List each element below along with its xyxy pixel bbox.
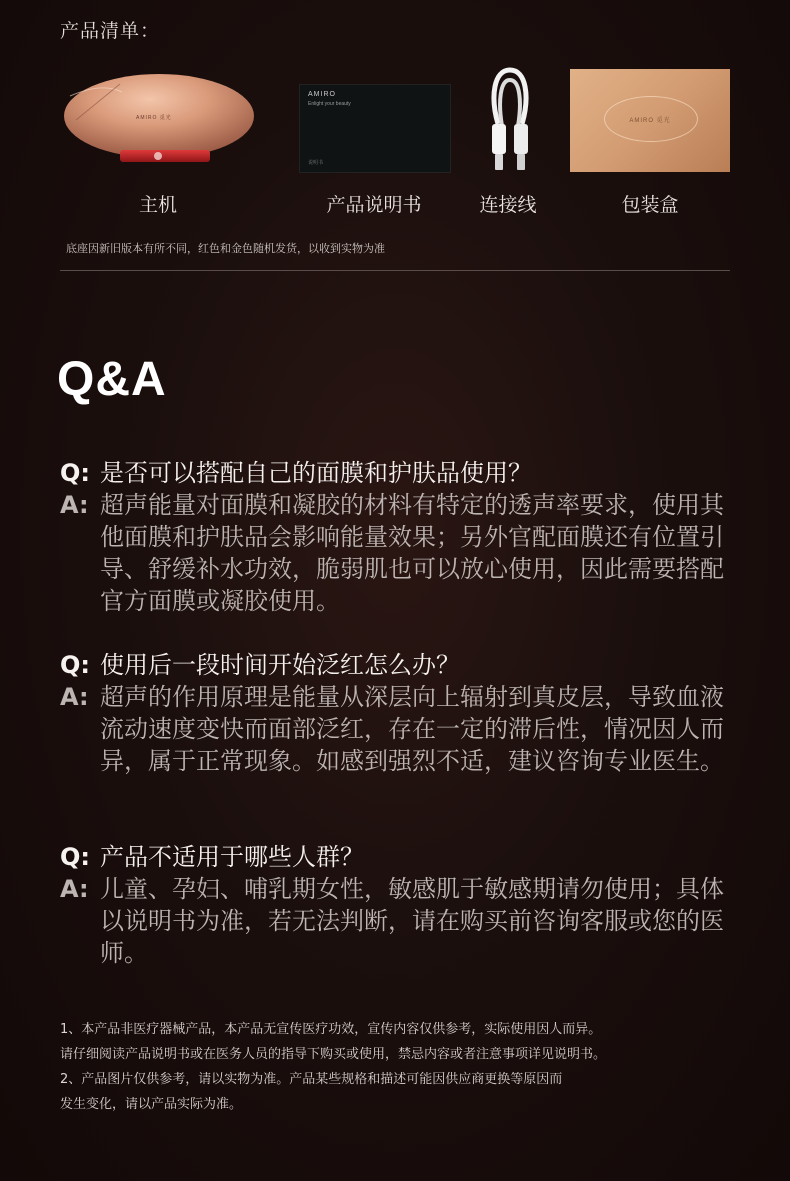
answer bbox=[60, 489, 740, 617]
product-list-title: 产品清单： bbox=[60, 20, 161, 42]
device-image bbox=[62, 72, 256, 164]
disclaimer bbox=[60, 1017, 740, 1117]
answer-text: 超声能量对面膜和凝胶的材料有特定的透声率要求，使用其他面膜和护肤品会影响能量效果；另外官配面膜还有位置引导、舒缓补水功效，脆弱肌也可以放心使用，因此需要搭配官方面膜或凝胶使用。 bbox=[100, 491, 724, 615]
disclaimer-line: 请仔细阅读产品说明书或在医务人员的指导下购买或使用，禁忌内容或者注意事项详见说明书。 bbox=[60, 1047, 607, 1062]
question-text: 使用后一段时间开始泛红怎么办？ bbox=[100, 651, 460, 679]
q-prefix: Q: bbox=[60, 651, 90, 679]
qa-title: Q&A bbox=[57, 353, 167, 406]
answer-text: 超声的作用原理是能量从深层向上辐射到真皮层，导致血液流动速度变快而面部泛红，存在一定的滞后性，情况因人而异，属于正常现象。如感到强烈不适，建议咨询专业医生。 bbox=[100, 683, 724, 775]
answer bbox=[60, 681, 740, 777]
disclaimer-line: 2、产品图片仅供参考，请以实物为准。产品某些规格和描述可能因供应商更换等原因而 bbox=[60, 1072, 563, 1087]
question bbox=[60, 649, 740, 681]
cable-image bbox=[488, 66, 532, 176]
device-brand: AMIRO 觅光 bbox=[136, 115, 172, 121]
item-caption-box: 包装盒 bbox=[621, 194, 679, 216]
shipping-note: 底座因新旧版本有所不同，红色和金色随机发货，以收到实物为准 bbox=[66, 242, 385, 255]
question bbox=[60, 457, 740, 489]
item-caption-device: 主机 bbox=[138, 194, 177, 216]
a-prefix: A: bbox=[60, 491, 89, 519]
disclaimer-line: 1、本产品非医疗器械产品，本产品无宣传医疗功效，宣传内容仅供参考，实际使用因人而异。 bbox=[60, 1022, 602, 1037]
qa-item bbox=[60, 841, 740, 969]
answer-text: 儿童、孕妇、哺乳期女性，敏感肌于敏感期请勿使用；具体以说明书为准，若无法判断，请在购买前咨询客服或您的医师。 bbox=[100, 875, 724, 967]
box-brand: AMIRO 觅光 bbox=[629, 118, 671, 124]
disclaimer-line: 发生变化，请以产品实际为准。 bbox=[60, 1097, 243, 1112]
manual-tagline: Enlight your beauty bbox=[308, 101, 351, 107]
divider bbox=[60, 270, 730, 271]
answer bbox=[60, 873, 740, 969]
item-caption-manual: 产品说明书 bbox=[326, 194, 422, 216]
qa-item bbox=[60, 649, 740, 777]
question bbox=[60, 841, 740, 873]
item-caption-cable: 连接线 bbox=[479, 194, 537, 216]
question-text: 是否可以搭配自己的面膜和护肤品使用？ bbox=[100, 459, 532, 487]
q-prefix: Q: bbox=[60, 843, 90, 871]
manual-image bbox=[299, 84, 451, 173]
question-text: 产品不适用于哪些人群？ bbox=[100, 843, 364, 871]
q-prefix: Q: bbox=[60, 459, 90, 487]
manual-brand: AMIRO bbox=[308, 91, 336, 98]
package-box-image bbox=[570, 69, 730, 172]
a-prefix: A: bbox=[60, 683, 89, 711]
a-prefix: A: bbox=[60, 875, 89, 903]
manual-label: 说明书 bbox=[308, 160, 324, 166]
qa-item bbox=[60, 457, 740, 617]
